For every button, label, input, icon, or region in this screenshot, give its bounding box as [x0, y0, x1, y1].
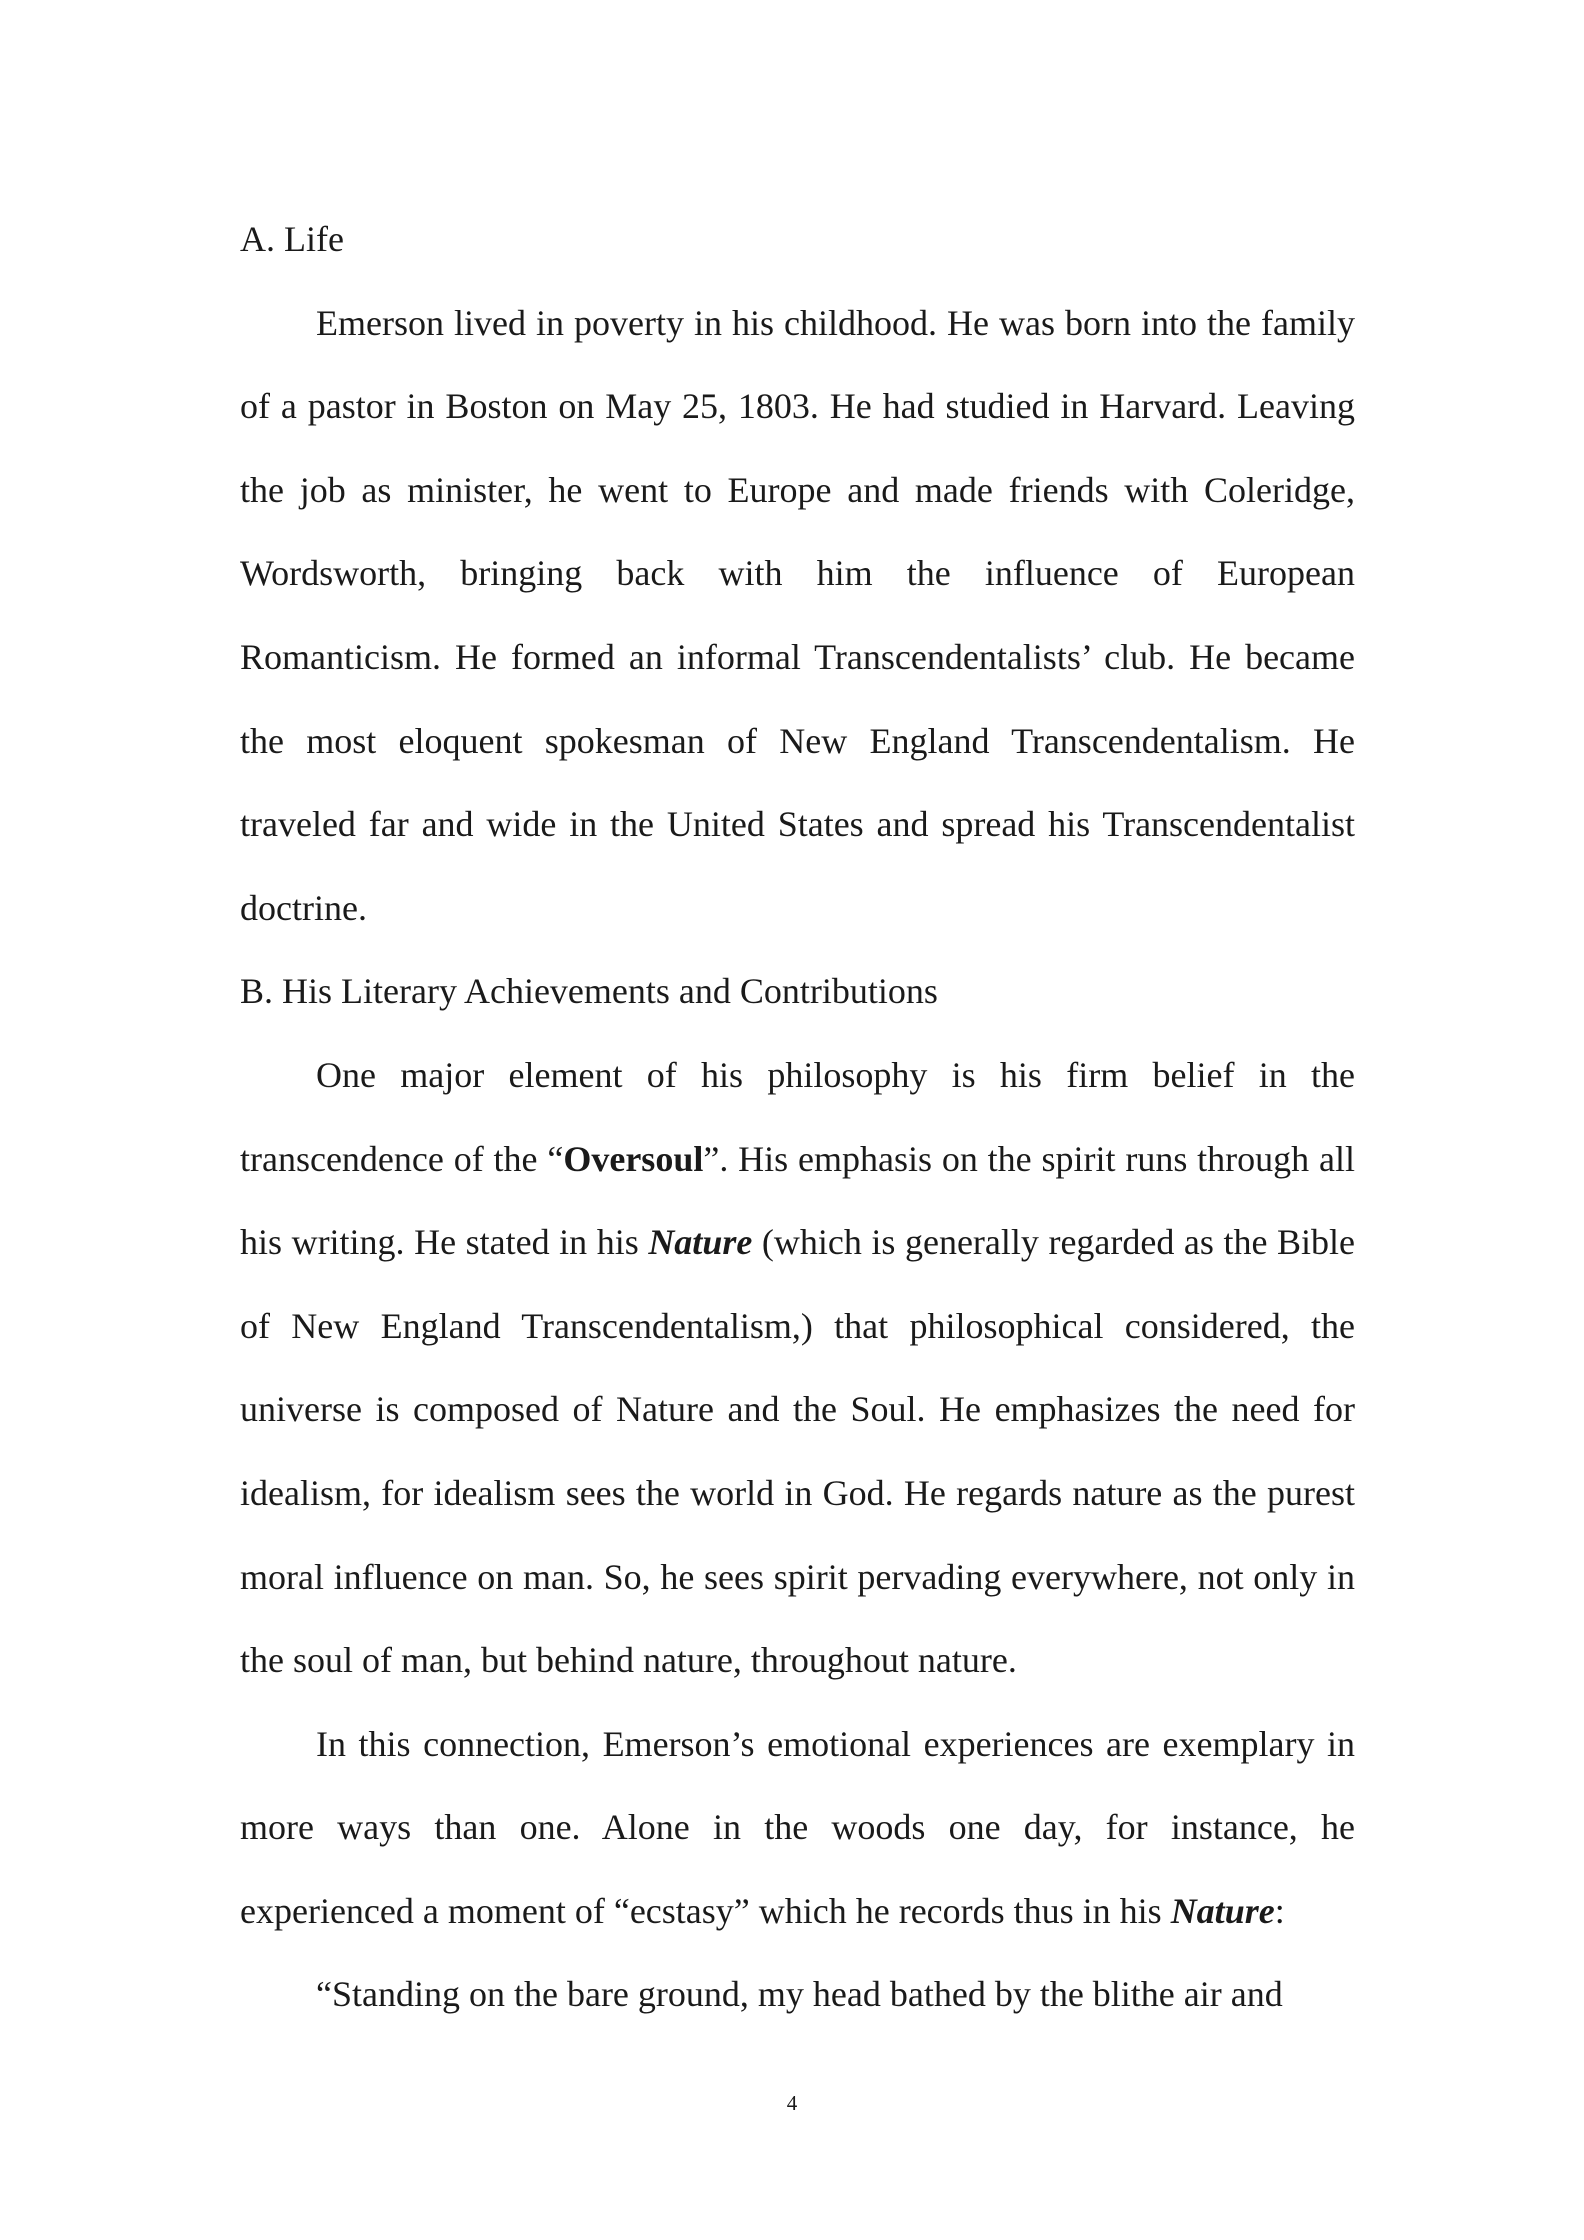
nature-book-title: Nature: [648, 1222, 753, 1263]
experience-text-1: In this connection, Emerson’s emotional experiences are exemplary in more ways than one. Alone in the woods one day, for instance, he experienced a moment of “ecstasy” which he records thus in his: [240, 1723, 1355, 1931]
life-paragraph: Emerson lived in poverty in his childhood. He was born into the family of a pastor in Boston on May 25, 1803. He had studied in Harvard. Leaving the job as minister, he went to Europe and made friends with Coleridge, Wordsworth, bringing back with him the influence of European Romanticism. He formed an informal Transcendentalists’ club. He became the most eloquent spokesman of New England Transcendentalism. He traveled far and wide in the United States and spread his Transcendentalist doctrine.: [240, 302, 1355, 928]
section-heading-achievements: B. His Literary Achievements and Contributions: [240, 971, 938, 1012]
philosophy-paragraph: [240, 1034, 1355, 1703]
nature-quote: “Standing on the bare ground, my head bathed by the blithe air and: [316, 1974, 1283, 2015]
philosophy-text-1: One major element of his philosophy is his firm belief in the transcendence of the “: [240, 1054, 1355, 1179]
philosophy-text-2: ”. His emphasis on the spirit runs through all his writing. He stated in his: [240, 1138, 1355, 1263]
nature-book-title-2: Nature: [1170, 1890, 1275, 1931]
experience-paragraph: [240, 1703, 1355, 1954]
section-heading-life: A. Life: [240, 219, 344, 259]
philosophy-text-3: (which is generally regarded as the Bible of New England Transcendentalism,) that philosophical considered, the universe is composed of Nature and the Soul. He emphasizes the need for idealism, for idealism sees the world in God. He regards nature as the purest moral influence on man. So, he sees spirit pervading everywhere, not only in the soul of man, but behind nature, throughout nature.: [240, 1222, 1356, 1681]
document-body: [240, 198, 1355, 2037]
oversoul-term: Oversoul: [563, 1138, 704, 1179]
experience-text-2: :: [1274, 1890, 1285, 1931]
page-number: 4: [786, 2091, 798, 2115]
